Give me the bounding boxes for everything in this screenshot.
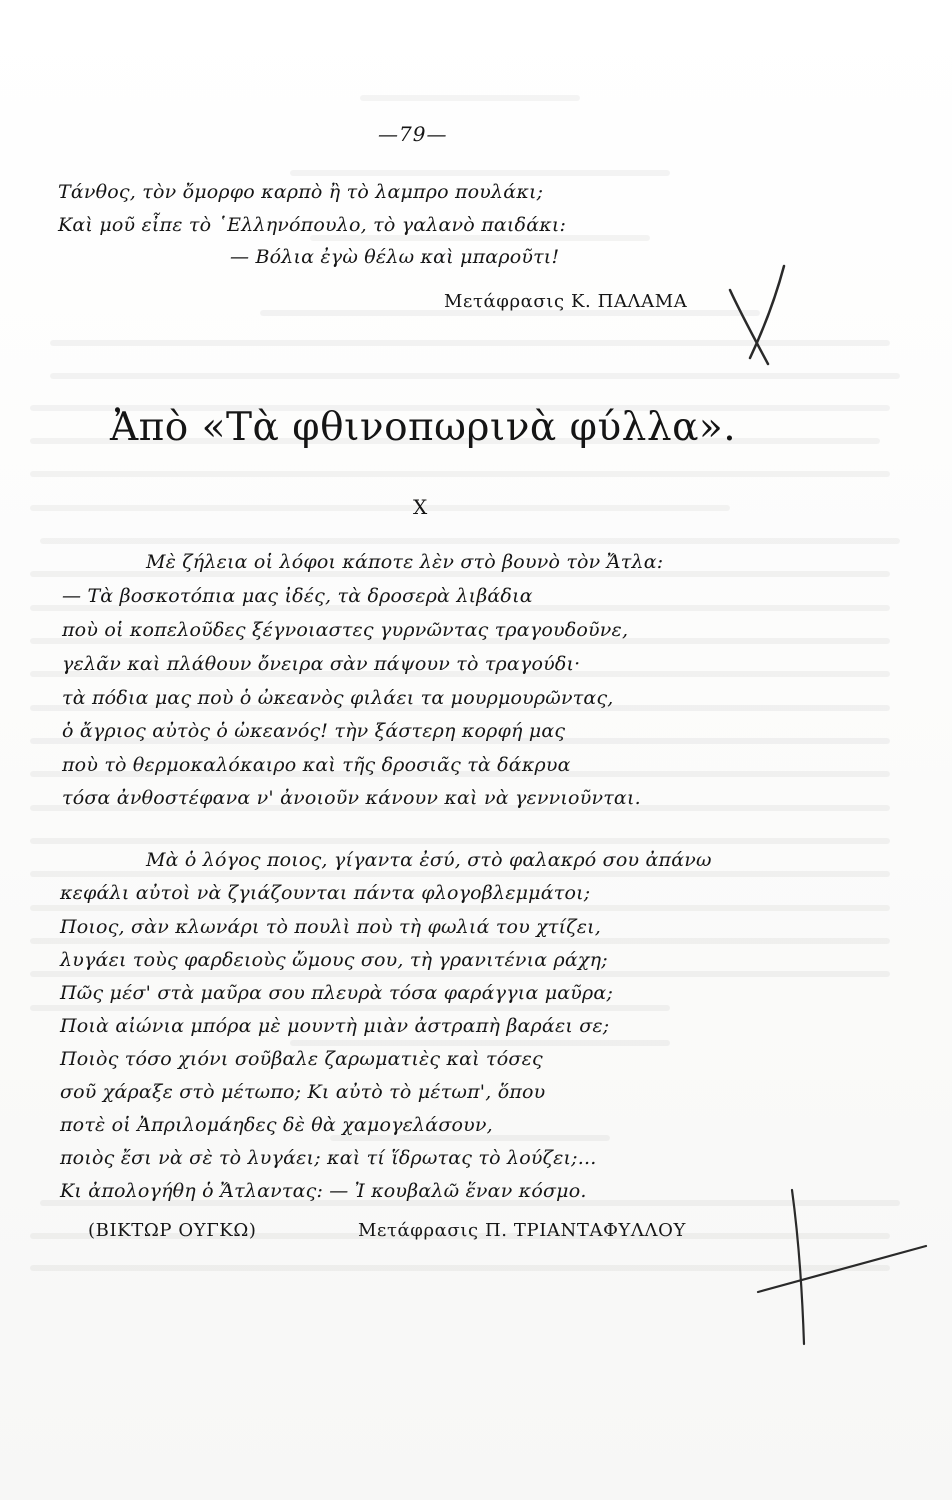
top-poem-line: Τάνθος, τὸν ὄμορφο καρπὸ ἢ τὸ λαμπρο πουλάκι; <box>58 181 544 203</box>
handwritten-margin-stroke <box>752 1184 932 1354</box>
poem-numeral: Χ <box>413 495 428 519</box>
poem-author: (ΒΙΚΤΩΡ ΟΥΓΚΩ) <box>88 1220 257 1241</box>
poem-line: τὰ πόδια μας ποὺ ὁ ὠκεανὸς φιλάει τα μουρμουρῶντας, <box>62 687 614 709</box>
poem-line: γελᾶν καὶ πλάθουν ὄνειρα σὰν πάψουν τὸ τραγούδι· <box>62 653 581 675</box>
top-poem-translator-credit: Μετάφρασις Κ. ΠΑΛΑΜΑ <box>444 291 688 312</box>
poem-line: ποὺ τὸ θερμοκαλόκαιρο καὶ τῆς δροσιᾶς τὰ δάκρυα <box>62 754 571 776</box>
page-number: —79— <box>378 122 448 146</box>
poem-line: Κι ἀπολογήθη ὁ Ἄτλαντας: — Ἰ κουβαλῶ ἕναν κόσμο. <box>60 1180 587 1202</box>
poem-line: σοῦ χάραξε στὸ μέτωπο; Κι αὐτὸ τὸ μέτωπ', ὅπου <box>60 1081 546 1103</box>
poem-line: Ποιος, σὰν κλωνάρι τὸ πουλὶ ποὺ τὴ φωλιά του χτίζει, <box>60 916 602 938</box>
poem-line: ποὺ οἱ κοπελοῦδες ξέγνοιαστες γυρνῶντας τραγουδοῦνε, <box>62 619 629 641</box>
poem-line: Μὲ ζήλεια οἱ λόφοι κάποτε λὲν στὸ βουνὸ τὸν Ἄτλα: <box>146 551 664 573</box>
poem-line: τόσα ἀνθοστέφανα ν' ἀνοιοῦν κάνουν καὶ νὰ γεννιοῦνται. <box>62 787 641 809</box>
poem-line: — Τὰ βοσκοτόπια μας ἰδές, τὰ δροσερὰ λιβάδια <box>62 585 533 607</box>
poem-line: λυγάει τοὺς φαρδειοὺς ὤμους σου, τὴ γρανιτένια ράχη; <box>60 949 608 971</box>
top-poem-line: — Βόλια ἐγὼ θέλω καὶ μπαροῦτι! <box>230 246 560 268</box>
poem-line: Ποιὰ αἰώνια μπόρα μὲ μουντὴ μιὰν ἀστραπὴ βαράει σε; <box>60 1015 610 1037</box>
poem-line: ὁ ἄγριος αὐτὸς ὁ ὠκεανός! τὴν ξάστερη κορφή μας <box>62 720 566 742</box>
top-poem-line: Καὶ μοῦ εἶπε τὸ ῾Ελληνόπουλο, τὸ γαλανὸ παιδάκι: <box>58 214 567 236</box>
handwritten-x-mark <box>722 262 792 372</box>
footer-translator-credit: Μετάφρασις Π. ΤΡΙΑΝΤΑΦΥΛΛΟΥ <box>358 1220 686 1241</box>
poem-line: ποιὸς ἔσι νὰ σὲ τὸ λυγάει; καὶ τί ἵδρωτας τὸ λούζει;... <box>60 1147 597 1169</box>
poem-line: Μὰ ὁ λόγος ποιος, γίγαντα ἐσύ, στὸ φαλακρό σου ἀπάνω <box>146 849 712 871</box>
section-title: Ἀπὸ «Τὰ φθινοπωρινὰ φύλλα». <box>110 405 737 450</box>
poem-line: Πῶς μέσ' στὰ μαῦρα σου πλευρὰ τόσα φαράγγια μαῦρα; <box>60 982 614 1004</box>
poem-line: ποτὲ οἱ Ἀπριλομάηδες δὲ θὰ χαμογελάσουν, <box>60 1114 493 1136</box>
poem-line: κεφάλι αὐτοὶ νὰ ζγιάζουνται πάντα φλογοβλεμμάτοι; <box>60 882 591 904</box>
poem-line: Ποιὸς τόσο χιόνι σοῦβαλε ζαρωματιὲς καὶ τόσες <box>60 1048 543 1070</box>
